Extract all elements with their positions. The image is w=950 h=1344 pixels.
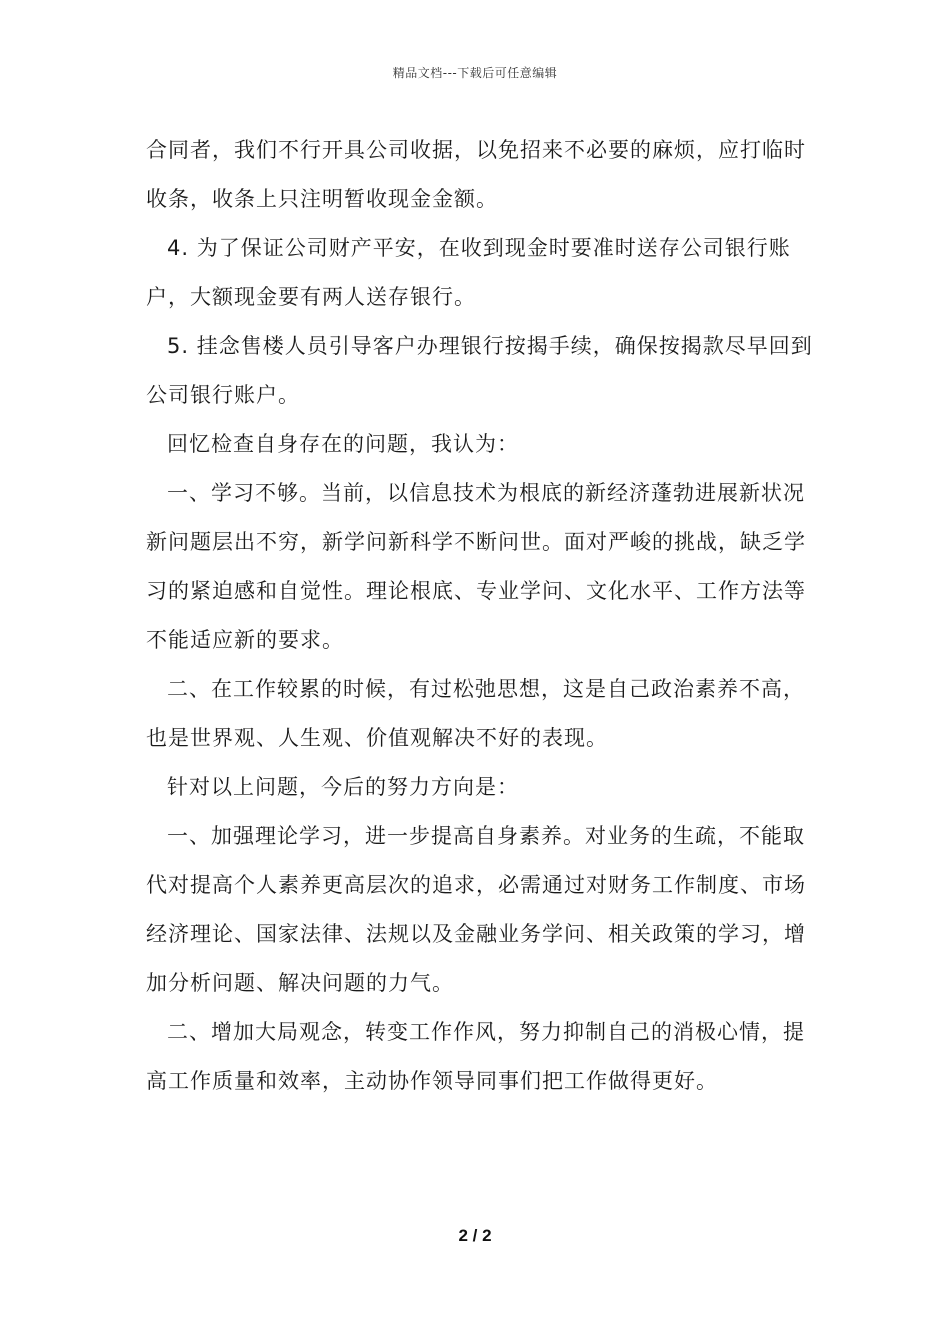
page-header: 精品文档---下载后可任意编辑 bbox=[392, 66, 558, 80]
page-number: 2 / 2 bbox=[458, 1226, 492, 1245]
paragraph: 一、学习不够。当前，以信息技术为根底的新经济蓬勃进展新状况新问题层出不穷，新学问新科学不断问世。面对严峻的挑战，缺乏学习的紧迫感和自觉性。理论根底、专业学问、文化水平、工作方法等不能适应新的要求。 bbox=[146, 481, 806, 652]
paragraph: 回忆检查自身存在的问题，我认为： bbox=[167, 432, 519, 456]
paragraph: 4. 为了保证公司财产平安，在收到现金时要准时送存公司银行账户，大额现金要有两人送存银行。 bbox=[146, 236, 791, 309]
paragraph: 针对以上问题，今后的努力方向是： bbox=[167, 775, 519, 799]
paragraph: 一、加强理论学习，进一步提高自身素养。对业务的生疏，不能取代对提高个人素养更高层次的追求，必需通过对财务工作制度、市场经济理论、国家法律、法规以及金融业务学问、相关政策的学习，增加分析问题、解决问题的力气。 bbox=[146, 824, 806, 995]
paragraph: 合同者，我们不行开具公司收据，以免招来不必要的麻烦，应打临时收条，收条上只注明暂收现金金额。 bbox=[146, 138, 806, 211]
paragraph: 二、在工作较累的时候，有过松弛思想，这是自己政治素养不高，也是世界观、人生观、价值观解决不好的表现。 bbox=[146, 677, 805, 750]
paragraph: 二、增加大局观念，转变工作作风，努力抑制自己的消极心情，提高工作质量和效率，主动协作领导同事们把工作做得更好。 bbox=[146, 1020, 805, 1093]
paragraph: 5. 挂念售楼人员引导客户办理银行按揭手续，确保按揭款尽早回到公司银行账户。 bbox=[146, 334, 813, 407]
document-body bbox=[146, 126, 816, 1106]
